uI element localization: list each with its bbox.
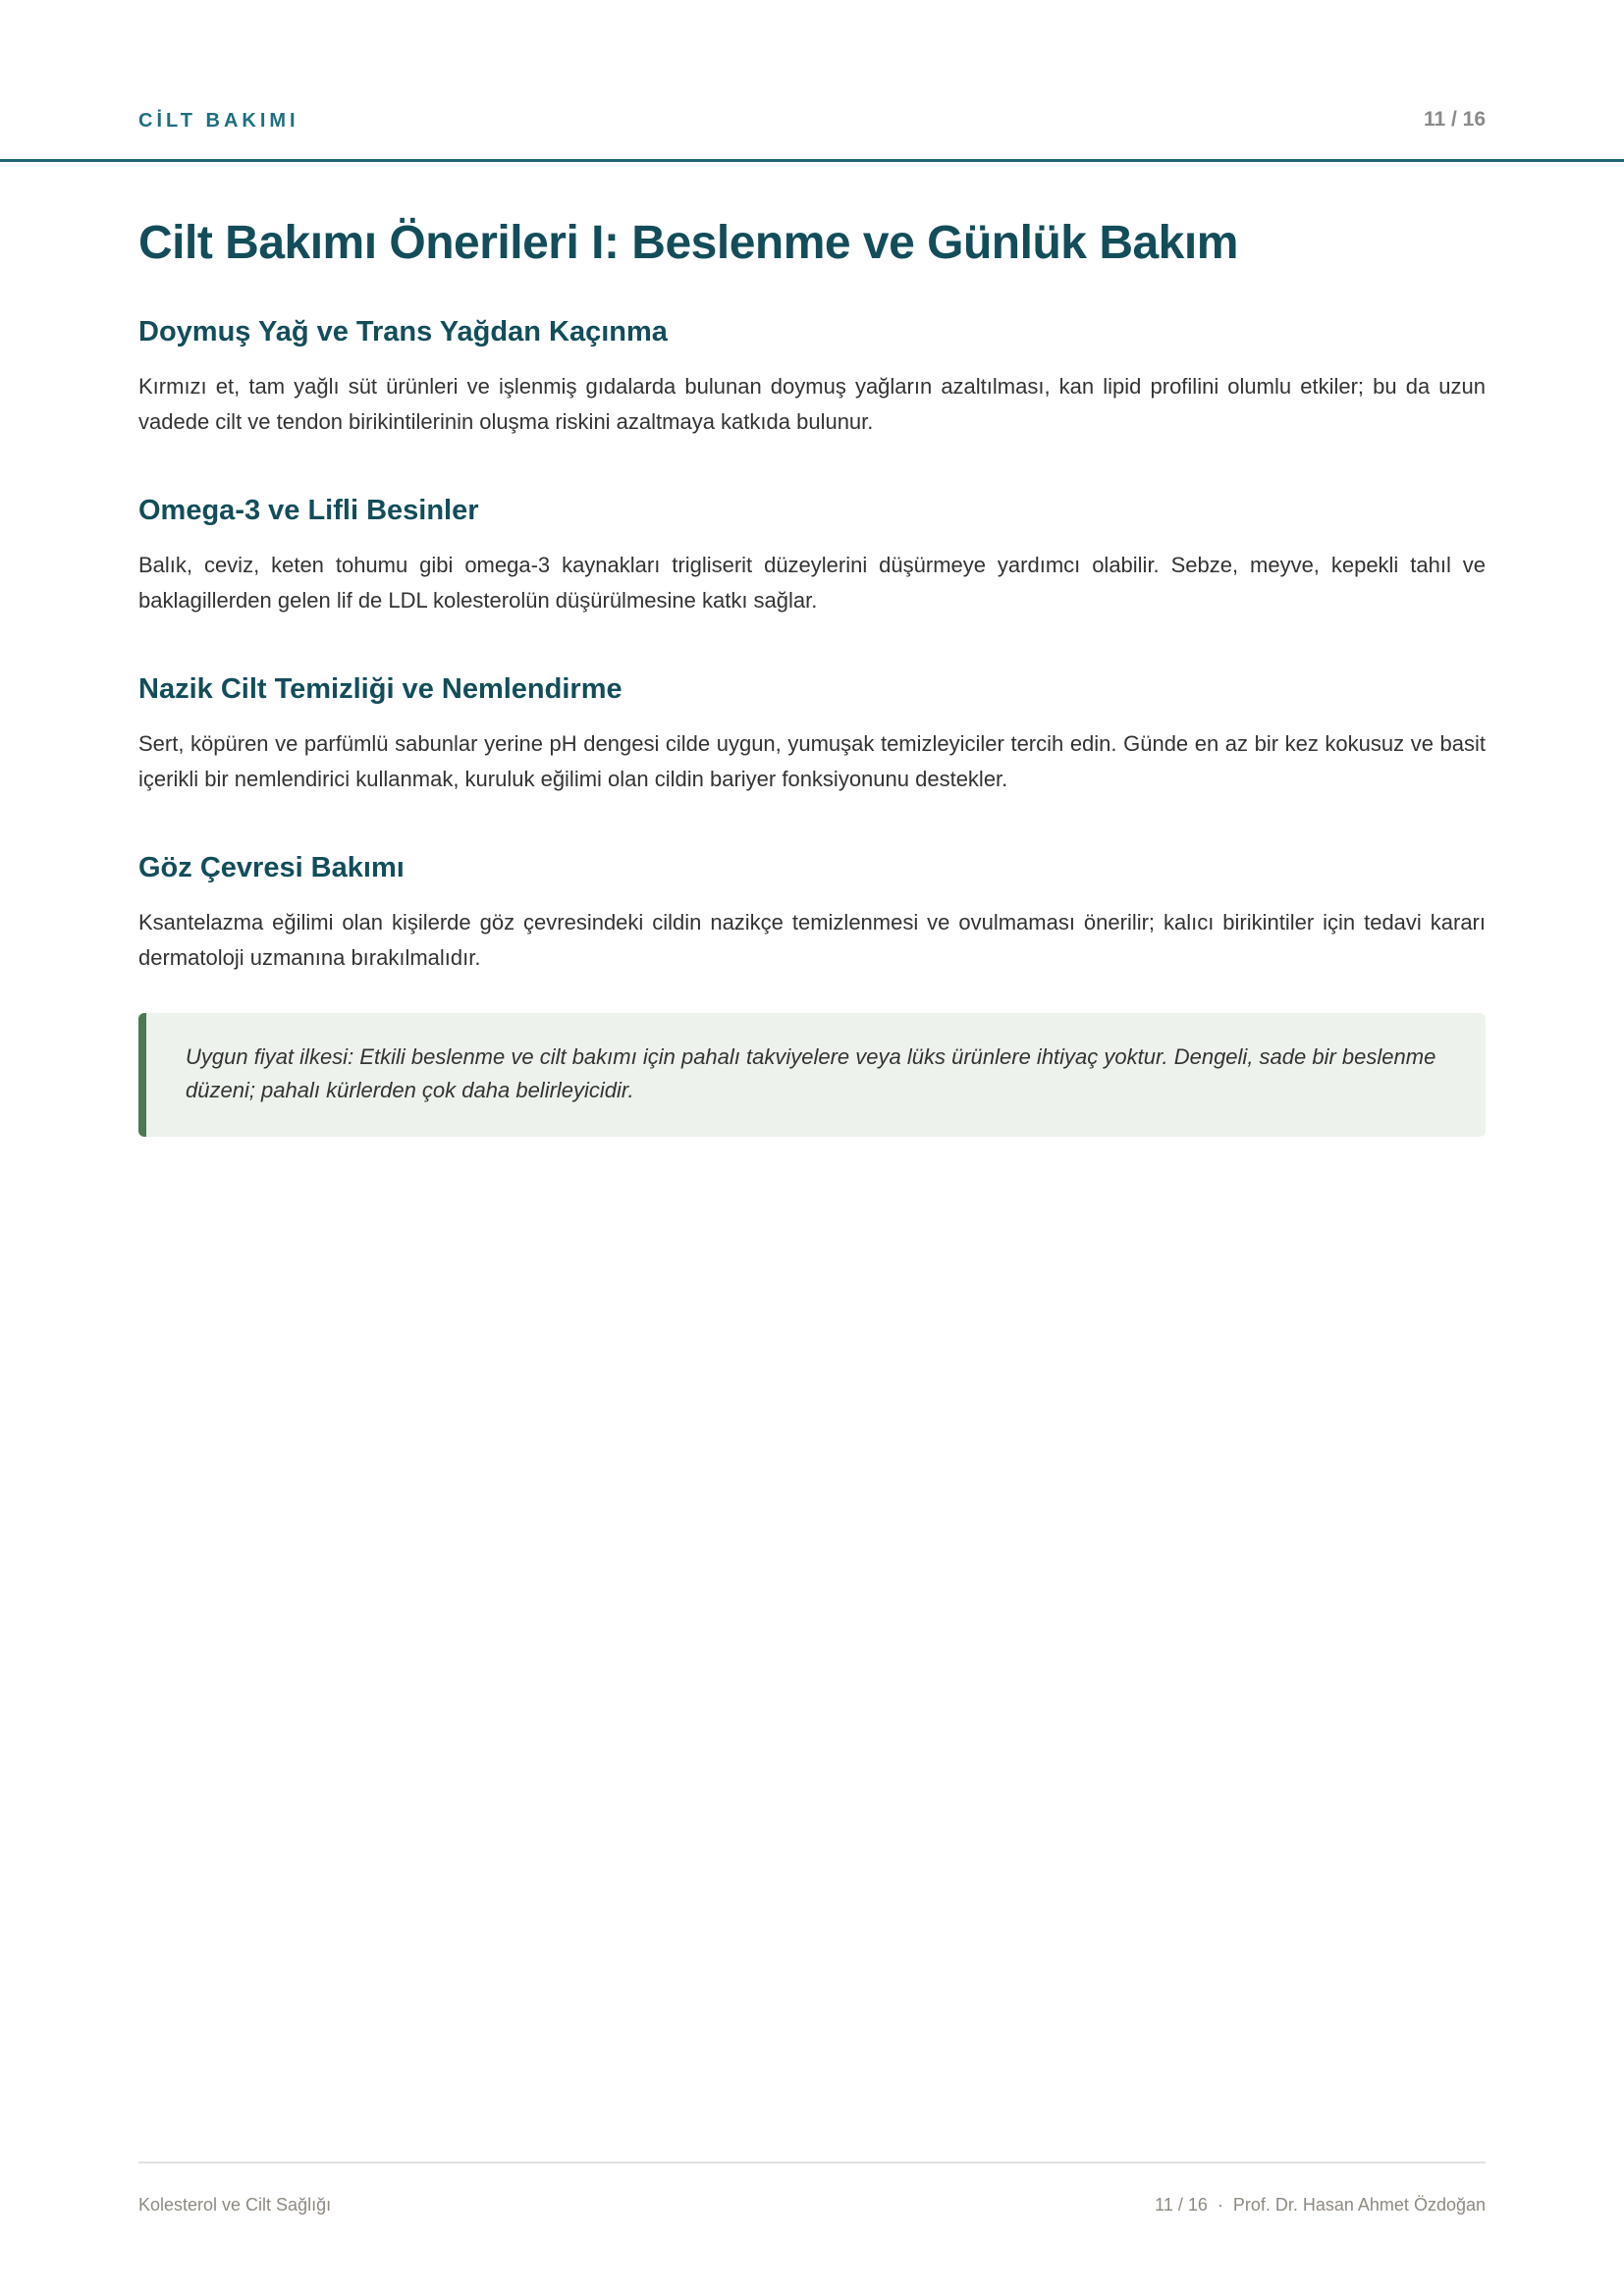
section-body: Ksantelazma eğilimi olan kişilerde göz çevresindeki cildin nazikçe temizlenmesi ve ovulmaması önerilir; kalıcı birikintiler için tedavi kararı dermatoloji uzmanına bırakılmalıdır. (138, 910, 1486, 970)
section-saturated-fat (138, 312, 1486, 440)
page-title: Cilt Bakımı Önerileri I: Beslenme ve Günlük Bakım (138, 217, 1238, 269)
footer-meta (1155, 2195, 1486, 2216)
section-eye-area-care (138, 848, 1486, 976)
main-content (138, 214, 1486, 1137)
callout-box (138, 1013, 1486, 1137)
footer-document-title: Kolesterol ve Cilt Sağlığı (138, 2195, 332, 2215)
footer-page-indicator: 11 / 16 (1155, 2195, 1208, 2215)
section-gentle-cleansing (138, 669, 1486, 797)
footer-author: Prof. Dr. Hasan Ahmet Özdoğan (1232, 2195, 1486, 2215)
section-body: Sert, köpüren ve parfümlü sabunlar yerine pH dengesi cilde uygun, yumuşak temizleyiciler tercih edin. Günde en az bir kez kokusuz ve basit içerikli bir nemlendirici kullanmak, kuruluk eğilimi olan cildin bariyer fonksiyonunu destekler. (138, 731, 1486, 791)
section-heading: Nazik Cilt Temizliği ve Nemlendirme (138, 673, 623, 705)
header-page-indicator: 11 / 16 (1423, 108, 1486, 131)
section-omega3-fiber (138, 491, 1486, 618)
callout-text: Uygun fiyat ilkesi: Etkili beslenme ve cilt bakımı için pahalı takviyelere veya lüks ürünlere ihtiyaç yoktur. Dengeli, sade bir beslenme düzeni; pahalı kürlerden çok daha belirleyicidir. (186, 1044, 1436, 1102)
header-section-label: CİLT BAKIMI (138, 110, 299, 132)
section-body: Balık, ceviz, keten tohumu gibi omega-3 kaynakları trigliserit düzeylerini düşürmeye yardımcı olabilir. Sebze, meyve, kepekli tahıl ve baklagillerden gelen lif de LDL kolesterolün düşürülmesine katkı sağlar. (138, 553, 1486, 613)
footer-separator: · (1217, 2195, 1223, 2215)
section-heading: Omega-3 ve Lifli Besinler (138, 495, 479, 526)
section-body: Kırmızı et, tam yağlı süt ürünleri ve işlenmiş gıdalarda bulunan doymuş yağların azaltılması, kan lipid profilini olumlu etkiler; bu da uzun vadede cilt ve tendon birikintilerinin oluşma riskini azaltmaya katkıda bulunur. (138, 374, 1486, 434)
section-heading: Göz Çevresi Bakımı (138, 852, 405, 883)
section-heading: Doymuş Yağ ve Trans Yağdan Kaçınma (138, 316, 668, 347)
footer-divider (138, 2162, 1486, 2163)
page-header (0, 0, 1624, 162)
